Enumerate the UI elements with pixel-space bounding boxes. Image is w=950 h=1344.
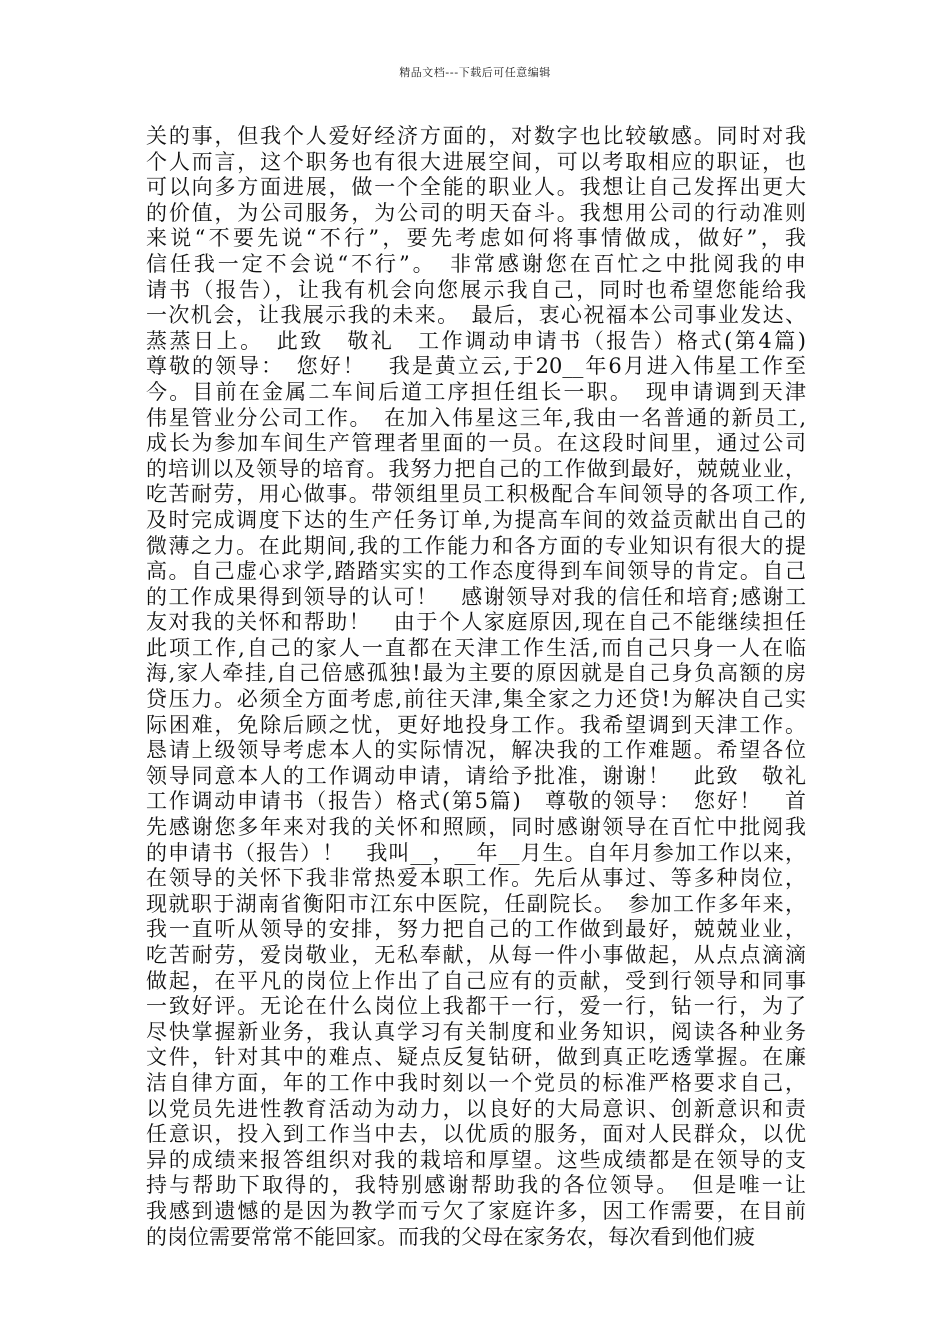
body-text-line: 今。目前在金属二车间后道工序担任组长一职。 现申请调到天津 (146, 379, 806, 404)
body-text-line: 持与帮助下取得的，我特别感谢帮助我的各位领导。 但是唯一让 (146, 1173, 806, 1198)
body-text-line: 贷压力。必须全方面考虑,前往天津,集全家之力还贷!为解决自己实 (146, 687, 806, 712)
body-text-line: 洁自律方面，年的工作中我时刻以一个党员的标准严格要求自己， (146, 1070, 806, 1095)
body-text-line: 伟星管业分公司工作。 在加入伟星这三年,我由一名普通的新员工, (146, 405, 806, 430)
body-text-line: 以党员先进性教育活动为动力，以良好的大局意识、创新意识和责 (146, 1096, 806, 1121)
body-text-line: 的岗位需要常常不能回家。而我的父母在家务农，每次看到他们疲 (146, 1224, 755, 1249)
body-text-line: 领导同意本人的工作调动申请，请给予批准，谢谢！ 此致 敬礼 (146, 763, 806, 788)
body-text-line: 来说“不要先说“不行”，要先考虑如何将事情做成，做好”，我 (146, 226, 806, 251)
body-text-line: 及时完成调度下达的生产任务订单,为提高车间的效益贡献出自己的 (146, 507, 806, 532)
body-text-line: 信任我一定不会说“不行”。 非常感谢您在百忙之中批阅我的申 (146, 251, 806, 276)
body-text-line: 吃苦耐劳，爱岗敬业，无私奉献，从每一件小事做起，从点点滴滴 (146, 943, 806, 967)
body-text-line: 可以向多方面进展，做一个全能的职业人。我想让自己发挥出更大 (146, 175, 806, 200)
body-text-line: 在领导的关怀下我非常热爱本职工作。先后从事过、等多种岗位， (146, 866, 806, 891)
body-text-line: 文件，针对其中的难点、疑点反复钻研，做到真正吃透掌握。在廉 (146, 1045, 806, 1070)
body-text-line: 的价值，为公司服务，为公司的明天奋斗。我想用公司的行动准则 (146, 200, 806, 225)
body-text-line: 我感到遗憾的是因为教学而亏欠了家庭许多，因工作需要，在目前 (146, 1198, 806, 1223)
body-text-line: 的培训以及领导的培育。我努力把自己的工作做到最好，兢兢业业， (146, 456, 806, 481)
body-text-line: 成长为参加车间生产管理者里面的一员。在这段时间里，通过公司 (146, 431, 806, 456)
body-text-line: 先感谢您多年来对我的关怀和照顾，同时感谢领导在百忙中批阅我 (146, 815, 806, 840)
body-text-line: 尊敬的领导： 您好！ 我是黄立云,于20__年6月进入伟星工作至 (146, 354, 806, 379)
body-text-line: 恳请上级领导考虑本人的实际情况，解决我的工作难题。希望各位 (146, 738, 806, 763)
body-text-line: 的工作成果得到领导的认可！ 感谢领导对我的信任和培育;感谢工 (146, 584, 806, 609)
body-text-line: 蒸蒸日上。 此致 敬礼 工作调动申请书（报告）格式(第4篇) (146, 328, 806, 353)
body-text-line: 海,家人牵挂,自己倍感孤独!最为主要的原因就是自己身负高额的房 (146, 661, 806, 686)
body-text-line: 微薄之力。在此期间,我的工作能力和各方面的专业知识有很大的提 (146, 533, 806, 558)
document-body (146, 124, 806, 1250)
body-text-line: 高。自己虚心求学,踏踏实实的工作态度得到车间领导的肯定。自己 (146, 559, 806, 584)
body-text-line: 请书（报告），让我有机会向您展示我自己，同时也希望您能给我 (146, 277, 806, 302)
body-text-line: 一致好评。无论在什么岗位上我都干一行，爱一行，钻一行，为了 (146, 994, 806, 1019)
body-text-line: 友对我的关怀和帮助！ 由于个人家庭原因,现在自己不能继续担任 (146, 610, 806, 635)
body-text-line: 尽快掌握新业务，我认真学习有关制度和业务知识，阅读各种业务 (146, 1019, 806, 1044)
body-text-line: 个人而言，这个职务也有很大进展空间，可以考取相应的职证，也 (146, 149, 806, 174)
body-text-line: 此项工作,自己的家人一直都在天津工作生活,而自己只身一人在临 (146, 635, 806, 660)
body-text-line: 做起，在平凡的岗位上作出了自己应有的贡献，受到行领导和同事 (146, 968, 806, 993)
body-text-line: 的申请书（报告）！ 我叫__，__年__月生。自年月参加工作以来， (146, 840, 806, 865)
body-text-line: 现就职于湖南省衡阳市江东中医院，任副院长。 参加工作多年来， (146, 891, 806, 916)
body-text-line: 关的事，但我个人爱好经济方面的，对数字也比较敏感。同时对我 (146, 124, 806, 148)
body-text-line: 任意识，投入到工作当中去，以优质的服务，面对人民群众，以优 (146, 1122, 806, 1147)
body-text-line: 一次机会，让我展示我的未来。 最后，衷心祝福本公司事业发达、 (146, 303, 806, 328)
body-text-line: 工作调动申请书（报告）格式(第5篇) 尊敬的领导： 您好！ 首 (146, 789, 806, 814)
body-text-line: 我一直听从领导的安排，努力把自己的工作做到最好，兢兢业业， (146, 917, 806, 942)
body-text-line: 吃苦耐劳，用心做事。带领组里员工积极配合车间领导的各项工作, (146, 482, 806, 507)
body-text-line: 际困难，免除后顾之忧，更好地投身工作。我希望调到天津工作。 (146, 712, 806, 737)
body-text-line: 异的成绩来报答组织对我的栽培和厚望。这些成绩都是在领导的支 (146, 1147, 806, 1172)
page-header-note: 精品文档---下载后可任意编辑 (399, 66, 551, 79)
